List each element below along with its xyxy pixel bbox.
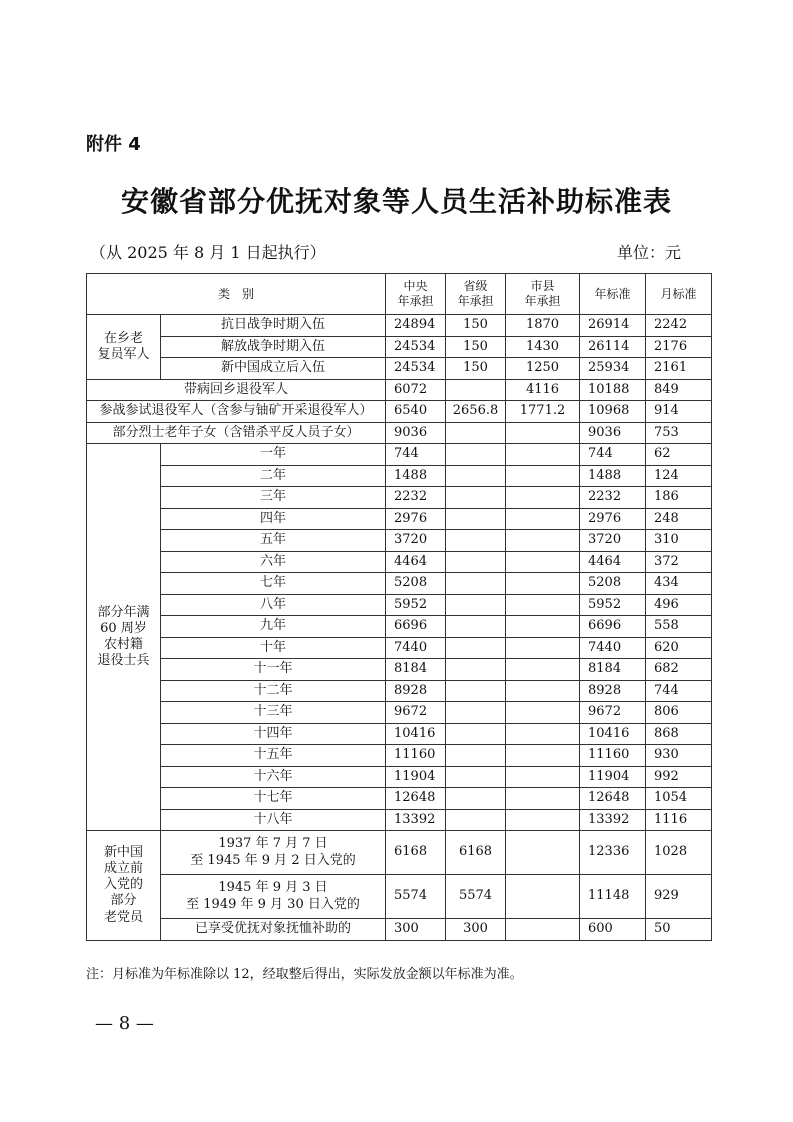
cell-central: 300 (386, 919, 446, 941)
cell-annual: 11160 (580, 745, 646, 767)
row-label: 十六年 (161, 766, 386, 788)
header-central: 中央 年承担 (386, 274, 446, 315)
cell-monthly: 124 (646, 465, 712, 487)
cell-city (506, 702, 580, 724)
unit-label: 单位：元 (617, 243, 682, 262)
cell-province (446, 659, 506, 681)
row-label: 九年 (161, 616, 386, 638)
cell-province (446, 788, 506, 810)
cell-central: 12648 (386, 788, 446, 810)
cell-city (506, 530, 580, 552)
cell-annual: 11148 (580, 875, 646, 919)
group-party-members-line: 成立前 (103, 860, 143, 876)
cell-city (506, 809, 580, 831)
row-label: 十三年 (161, 702, 386, 724)
table-row (87, 379, 712, 401)
cell-annual: 11904 (580, 766, 646, 788)
cell-monthly: 1116 (646, 809, 712, 831)
cell-annual: 600 (580, 919, 646, 941)
cell-monthly: 753 (646, 422, 712, 444)
cell-province: 5574 (446, 875, 506, 919)
cell-province (446, 444, 506, 466)
row-label: 部分烈士老年子女（含错杀平反人员子女） (87, 422, 386, 444)
table-row (87, 831, 712, 875)
cell-monthly: 496 (646, 594, 712, 616)
cell-central: 4464 (386, 551, 446, 573)
table-row (87, 745, 712, 767)
cell-central: 1488 (386, 465, 446, 487)
cell-annual: 3720 (580, 530, 646, 552)
cell-monthly: 558 (646, 616, 712, 638)
cell-monthly: 914 (646, 401, 712, 423)
header-city: 市县 年承担 (506, 274, 580, 315)
cell-central: 11904 (386, 766, 446, 788)
cell-province (446, 616, 506, 638)
cell-province (446, 530, 506, 552)
cell-city (506, 422, 580, 444)
cell-city (506, 551, 580, 573)
table-row (87, 594, 712, 616)
row-label: 带病回乡退役军人 (87, 379, 386, 401)
group-rural-soldiers-line: 部分年满 (97, 604, 150, 620)
table-row (87, 637, 712, 659)
cell-city (506, 465, 580, 487)
cell-annual: 25934 (580, 358, 646, 380)
cell-province (446, 551, 506, 573)
cell-city: 1771.2 (506, 401, 580, 423)
cell-province (446, 465, 506, 487)
row-label: 一年 (161, 444, 386, 466)
cell-annual: 2232 (580, 487, 646, 509)
cell-monthly: 50 (646, 919, 712, 941)
table-row (87, 809, 712, 831)
row-label: 十七年 (161, 788, 386, 810)
cell-province (446, 745, 506, 767)
cell-monthly: 62 (646, 444, 712, 466)
cell-annual: 10416 (580, 723, 646, 745)
cell-city (506, 487, 580, 509)
cell-central: 10416 (386, 723, 446, 745)
footnote: 注：月标准为年标准除以 12，经取整后得出，实际发放金额以年标准为准。 (86, 967, 523, 982)
group-rural-soldiers-line: 60 周岁 (100, 620, 147, 636)
cell-city (506, 594, 580, 616)
row-label: 抗日战争时期入伍 (161, 315, 386, 337)
table-row (87, 551, 712, 573)
cell-monthly: 1054 (646, 788, 712, 810)
attachment-label: 附件 4 (86, 134, 141, 155)
row-label-line: 至 1945 年 9 月 2 日入党的 (190, 852, 356, 868)
cell-annual: 9036 (580, 422, 646, 444)
cell-annual: 13392 (580, 809, 646, 831)
cell-province (446, 379, 506, 401)
cell-city (506, 680, 580, 702)
cell-province (446, 573, 506, 595)
group-veterans (87, 315, 161, 380)
cell-annual: 8928 (580, 680, 646, 702)
table-row (87, 702, 712, 724)
row-label: 六年 (161, 551, 386, 573)
cell-monthly: 929 (646, 875, 712, 919)
cell-city (506, 723, 580, 745)
header-row (87, 274, 712, 315)
cell-monthly: 868 (646, 723, 712, 745)
cell-central: 2976 (386, 508, 446, 530)
header-monthly: 月标准 (646, 274, 712, 315)
cell-central: 6168 (386, 831, 446, 875)
cell-city (506, 573, 580, 595)
cell-annual: 5208 (580, 573, 646, 595)
table-row (87, 680, 712, 702)
row-label: 八年 (161, 594, 386, 616)
header-category: 类 别 (87, 274, 386, 315)
table-row (87, 723, 712, 745)
row-label-line: 1937 年 7 月 7 日 (218, 836, 328, 852)
cell-annual: 1488 (580, 465, 646, 487)
cell-monthly: 992 (646, 766, 712, 788)
row-label: 四年 (161, 508, 386, 530)
cell-city (506, 766, 580, 788)
cell-monthly: 744 (646, 680, 712, 702)
group-rural-soldiers (87, 444, 161, 831)
row-label (161, 831, 386, 875)
row-label: 十八年 (161, 809, 386, 831)
page-title: 安徽省部分优抚对象等人员生活补助标准表 (120, 185, 672, 218)
cell-province: 2656.8 (446, 401, 506, 423)
cell-province: 300 (446, 919, 506, 941)
table-row (87, 530, 712, 552)
cell-central: 9672 (386, 702, 446, 724)
cell-central: 9036 (386, 422, 446, 444)
cell-city (506, 659, 580, 681)
cell-central: 2232 (386, 487, 446, 509)
cell-province: 6168 (446, 831, 506, 875)
cell-province: 150 (446, 358, 506, 380)
table-row (87, 444, 712, 466)
cell-central: 5574 (386, 875, 446, 919)
cell-annual: 12336 (580, 831, 646, 875)
table-row (87, 616, 712, 638)
cell-annual: 6696 (580, 616, 646, 638)
cell-central: 6072 (386, 379, 446, 401)
row-label (161, 919, 386, 941)
cell-province (446, 487, 506, 509)
cell-province (446, 680, 506, 702)
cell-central: 8928 (386, 680, 446, 702)
cell-city (506, 637, 580, 659)
cell-monthly: 682 (646, 659, 712, 681)
cell-monthly: 2242 (646, 315, 712, 337)
cell-central: 744 (386, 444, 446, 466)
cell-monthly: 806 (646, 702, 712, 724)
cell-monthly: 434 (646, 573, 712, 595)
group-veterans-line: 复员军人 (97, 346, 150, 362)
cell-city: 4116 (506, 379, 580, 401)
table-row (87, 766, 712, 788)
table-row (87, 315, 712, 337)
cell-central: 8184 (386, 659, 446, 681)
cell-central: 5208 (386, 573, 446, 595)
cell-annual: 26114 (580, 336, 646, 358)
table-row (87, 465, 712, 487)
cell-city (506, 919, 580, 941)
table-row (87, 487, 712, 509)
row-label: 十二年 (161, 680, 386, 702)
cell-annual: 5952 (580, 594, 646, 616)
cell-central: 7440 (386, 637, 446, 659)
cell-city: 1870 (506, 315, 580, 337)
row-label: 新中国成立后入伍 (161, 358, 386, 380)
group-party-members (87, 831, 161, 941)
cell-monthly: 620 (646, 637, 712, 659)
cell-annual: 2976 (580, 508, 646, 530)
cell-monthly: 310 (646, 530, 712, 552)
row-label: 七年 (161, 573, 386, 595)
group-party-members-line: 老党员 (103, 909, 143, 925)
row-label: 十年 (161, 637, 386, 659)
row-label: 二年 (161, 465, 386, 487)
cell-city (506, 745, 580, 767)
cell-city (506, 444, 580, 466)
page-number: — 8 — (95, 1013, 154, 1034)
cell-monthly: 186 (646, 487, 712, 509)
cell-province (446, 508, 506, 530)
cell-province (446, 594, 506, 616)
cell-central: 24534 (386, 358, 446, 380)
cell-province (446, 702, 506, 724)
table-row (87, 788, 712, 810)
cell-central: 24894 (386, 315, 446, 337)
cell-annual: 8184 (580, 659, 646, 681)
cell-monthly: 930 (646, 745, 712, 767)
cell-monthly: 1028 (646, 831, 712, 875)
group-party-members-line: 新中国 (103, 844, 143, 860)
table-row (87, 358, 712, 380)
cell-annual: 10968 (580, 401, 646, 423)
cell-city (506, 875, 580, 919)
cell-province: 150 (446, 336, 506, 358)
row-label: 解放战争时期入伍 (161, 336, 386, 358)
cell-central: 24534 (386, 336, 446, 358)
cell-province (446, 422, 506, 444)
group-rural-soldiers-line: 农村籍 (103, 637, 143, 652)
cell-city (506, 508, 580, 530)
group-rural-soldiers-line: 退役士兵 (97, 653, 150, 669)
row-label: 十五年 (161, 745, 386, 767)
header-annual: 年标准 (580, 274, 646, 315)
group-party-members-line: 入党的 (103, 877, 143, 893)
cell-annual: 744 (580, 444, 646, 466)
row-label: 十一年 (161, 659, 386, 681)
table-row (87, 508, 712, 530)
effective-date: （从 2025 年 8 月 1 日起执行） (90, 243, 326, 262)
cell-annual: 4464 (580, 551, 646, 573)
cell-monthly: 849 (646, 379, 712, 401)
cell-monthly: 248 (646, 508, 712, 530)
table-row (87, 336, 712, 358)
row-label: 五年 (161, 530, 386, 552)
row-label: 参战参试退役军人（含参与铀矿开采退役军人） (87, 401, 386, 423)
cell-annual: 7440 (580, 637, 646, 659)
cell-monthly: 2161 (646, 358, 712, 380)
cell-central: 3720 (386, 530, 446, 552)
cell-central: 11160 (386, 745, 446, 767)
row-label: 三年 (161, 487, 386, 509)
subsidy-standards-table (86, 273, 712, 941)
cell-province (446, 637, 506, 659)
cell-city: 1430 (506, 336, 580, 358)
cell-monthly: 2176 (646, 336, 712, 358)
cell-city: 1250 (506, 358, 580, 380)
cell-city (506, 831, 580, 875)
cell-annual: 9672 (580, 702, 646, 724)
row-label-line: 已享受优抚对象抚恤补助的 (195, 921, 352, 937)
group-veterans-line: 在乡老 (103, 330, 143, 346)
cell-province (446, 809, 506, 831)
cell-province (446, 723, 506, 745)
cell-city (506, 616, 580, 638)
row-label: 十四年 (161, 723, 386, 745)
cell-central: 6540 (386, 401, 446, 423)
cell-annual: 26914 (580, 315, 646, 337)
header-province: 省级 年承担 (446, 274, 506, 315)
group-party-members-line: 部分 (110, 893, 137, 909)
cell-annual: 10188 (580, 379, 646, 401)
table-row (87, 422, 712, 444)
row-label (161, 875, 386, 919)
table-row (87, 573, 712, 595)
cell-central: 5952 (386, 594, 446, 616)
table-row (87, 919, 712, 941)
row-label-line: 至 1949 年 9 月 30 日入党的 (186, 896, 360, 912)
row-label-line: 1945 年 9 月 3 日 (218, 880, 328, 896)
cell-province (446, 766, 506, 788)
cell-city (506, 788, 580, 810)
cell-annual: 12648 (580, 788, 646, 810)
table-row (87, 659, 712, 681)
table-row (87, 875, 712, 919)
cell-central: 13392 (386, 809, 446, 831)
cell-province: 150 (446, 315, 506, 337)
cell-monthly: 372 (646, 551, 712, 573)
cell-central: 6696 (386, 616, 446, 638)
table-row (87, 401, 712, 423)
